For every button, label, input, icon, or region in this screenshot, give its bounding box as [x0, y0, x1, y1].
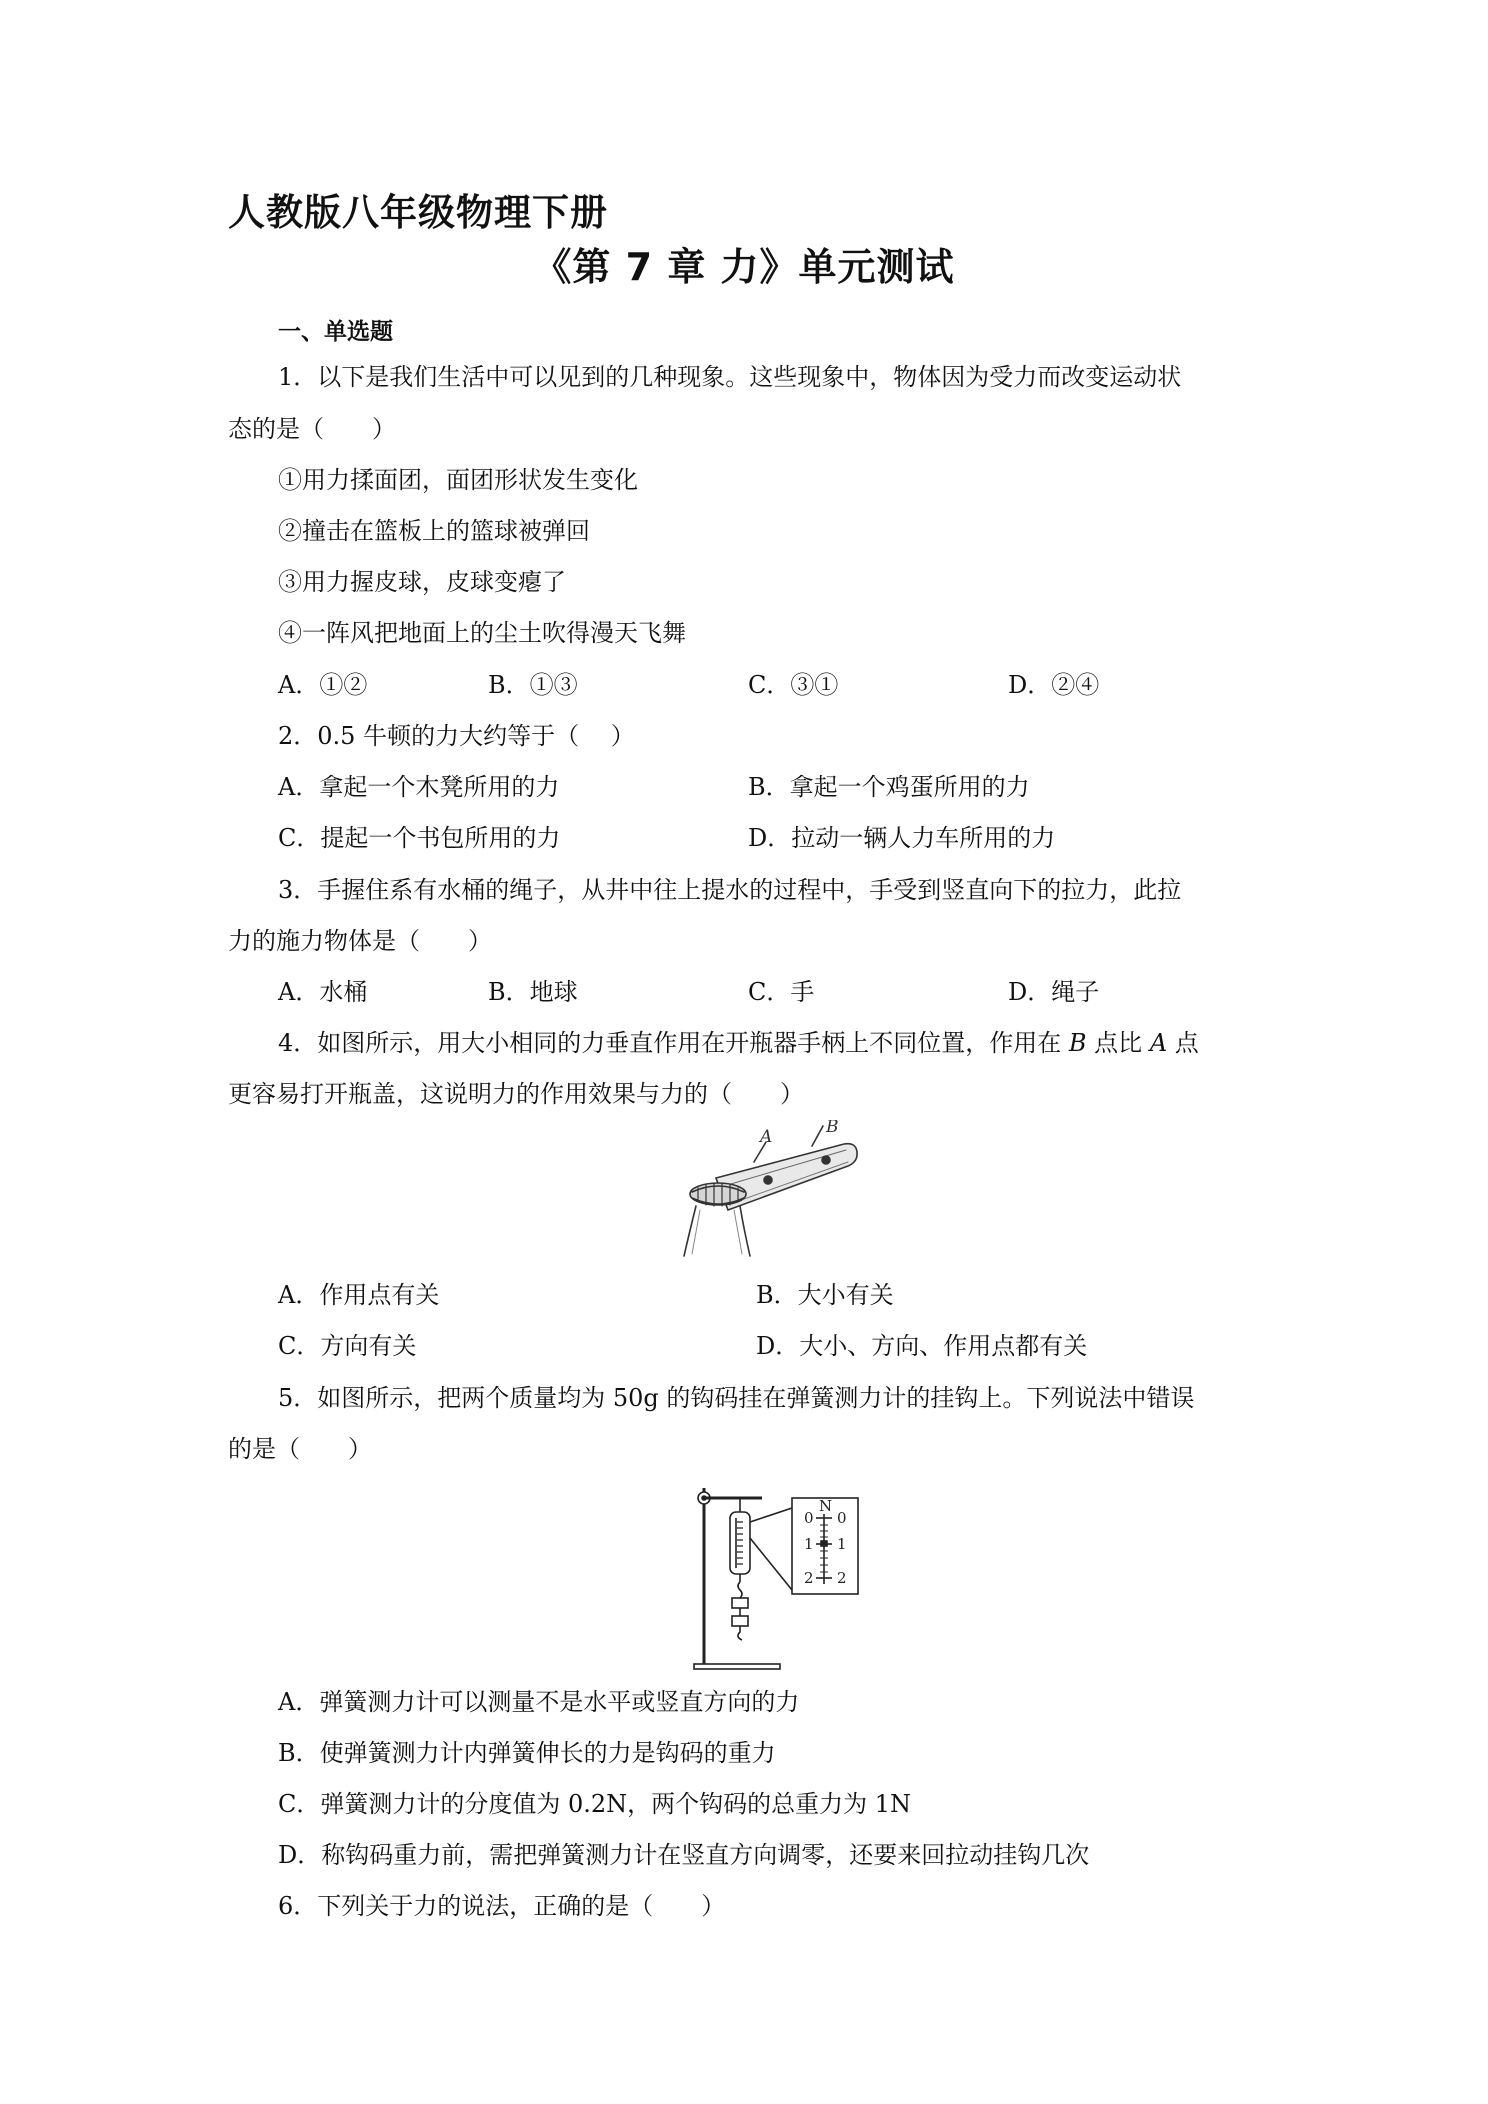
q4-stem-line1 — [278, 1028, 1199, 1058]
q1-option-a: A．①② — [278, 671, 368, 699]
bottle-opener-figure — [676, 1120, 866, 1260]
q4-option-c: C．方向有关 — [278, 1332, 417, 1360]
q2-option-d: D．拉动一辆人力车所用的力 — [748, 824, 1056, 852]
q2-option-b: B．拿起一个鸡蛋所用的力 — [748, 773, 1030, 801]
dial-tick-right-2: 2 — [837, 1569, 847, 1587]
q6-stem: 6．下列关于力的说法，正确的是（ ） — [278, 1892, 726, 1920]
q2-option-a: A．拿起一个木凳所用的力 — [278, 773, 560, 801]
document-subtitle: 《第 7 章 力》单元测试 — [533, 245, 955, 289]
q1-option-b: B．①③ — [488, 671, 578, 699]
section-heading: 一、单选题 — [278, 319, 393, 345]
q1-item-4: ④一阵风把地面上的尘土吹得漫天飞舞 — [278, 619, 686, 647]
q3-option-c: C．手 — [748, 978, 815, 1006]
document-title: 人教版八年级物理下册 — [228, 191, 608, 234]
q5-stem-line1: 5．如图所示，把两个质量均为 50g 的钩码挂在弹簧测力计的挂钩上。下列说法中错误 — [278, 1384, 1195, 1412]
q3-stem-line2: 力的施力物体是（ ） — [228, 927, 492, 955]
q1-item-3: ③用力握皮球，皮球变瘪了 — [278, 568, 566, 596]
dial-tick-left-1: 1 — [804, 1535, 814, 1553]
dial-tick-left-2: 2 — [804, 1569, 814, 1587]
figure-label-a: A — [760, 1127, 773, 1147]
q4-option-d: D．大小、方向、作用点都有关 — [756, 1332, 1088, 1360]
q4-stem-text-c: 点 — [1167, 1029, 1199, 1057]
q4-stem-text-b: 点比 — [1086, 1029, 1150, 1057]
q4-stem-text-a: 4．如图所示，用大小相同的力垂直作用在开瓶器手柄上不同位置，作用在 — [278, 1029, 1069, 1057]
figure-label-b: B — [826, 1120, 839, 1137]
q1-stem-line2: 态的是（ ） — [228, 415, 396, 443]
q5-option-d: D．称钩码重力前，需把弹簧测力计在竖直方向调零，还要来回拉动挂钩几次 — [278, 1841, 1090, 1869]
q3-option-b: B．地球 — [488, 978, 578, 1006]
q2-option-c: C．提起一个书包所用的力 — [278, 824, 561, 852]
dial-tick-right-1: 1 — [837, 1535, 847, 1553]
q5-option-b: B．使弹簧测力计内弹簧伸长的力是钩码的重力 — [278, 1739, 776, 1767]
q5-option-c: C．弹簧测力计的分度值为 0.2N，两个钩码的总重力为 1N — [278, 1790, 912, 1818]
q3-option-a: A．水桶 — [278, 978, 368, 1006]
q1-stem-line1: 1．以下是我们生活中可以见到的几种现象。这些现象中，物体因为受力而改变运动状 — [278, 363, 1182, 391]
q3-stem-line1: 3．手握住系有水桶的绳子，从井中往上提水的过程中，手受到竖直向下的拉力，此拉 — [278, 876, 1182, 904]
q1-option-c: C．③① — [748, 671, 839, 699]
q4-var-a: A — [1149, 1029, 1168, 1057]
q4-option-a: A．作用点有关 — [278, 1281, 440, 1309]
dial-tick-right-0: 0 — [837, 1509, 847, 1527]
dial-unit-label: N — [819, 1497, 833, 1515]
q1-item-1: ①用力揉面团，面团形状发生变化 — [278, 466, 638, 494]
q4-stem-line2: 更容易打开瓶盖，这说明力的作用效果与力的（ ） — [228, 1080, 804, 1108]
q4-option-b: B．大小有关 — [756, 1281, 894, 1309]
q3-option-d: D．绳子 — [1008, 978, 1100, 1006]
q1-option-d: D．②④ — [1008, 671, 1100, 699]
q4-var-b: B — [1068, 1029, 1087, 1057]
q5-option-a: A．弹簧测力计可以测量不是水平或竖直方向的力 — [278, 1688, 800, 1716]
q2-stem: 2．0.5 牛顿的力大约等于（ ） — [278, 722, 635, 750]
q1-item-2: ②撞击在篮板上的篮球被弹回 — [278, 517, 590, 545]
dial-tick-left-0: 0 — [804, 1509, 814, 1527]
q5-stem-line2: 的是（ ） — [228, 1435, 372, 1463]
spring-scale-figure — [686, 1478, 866, 1670]
